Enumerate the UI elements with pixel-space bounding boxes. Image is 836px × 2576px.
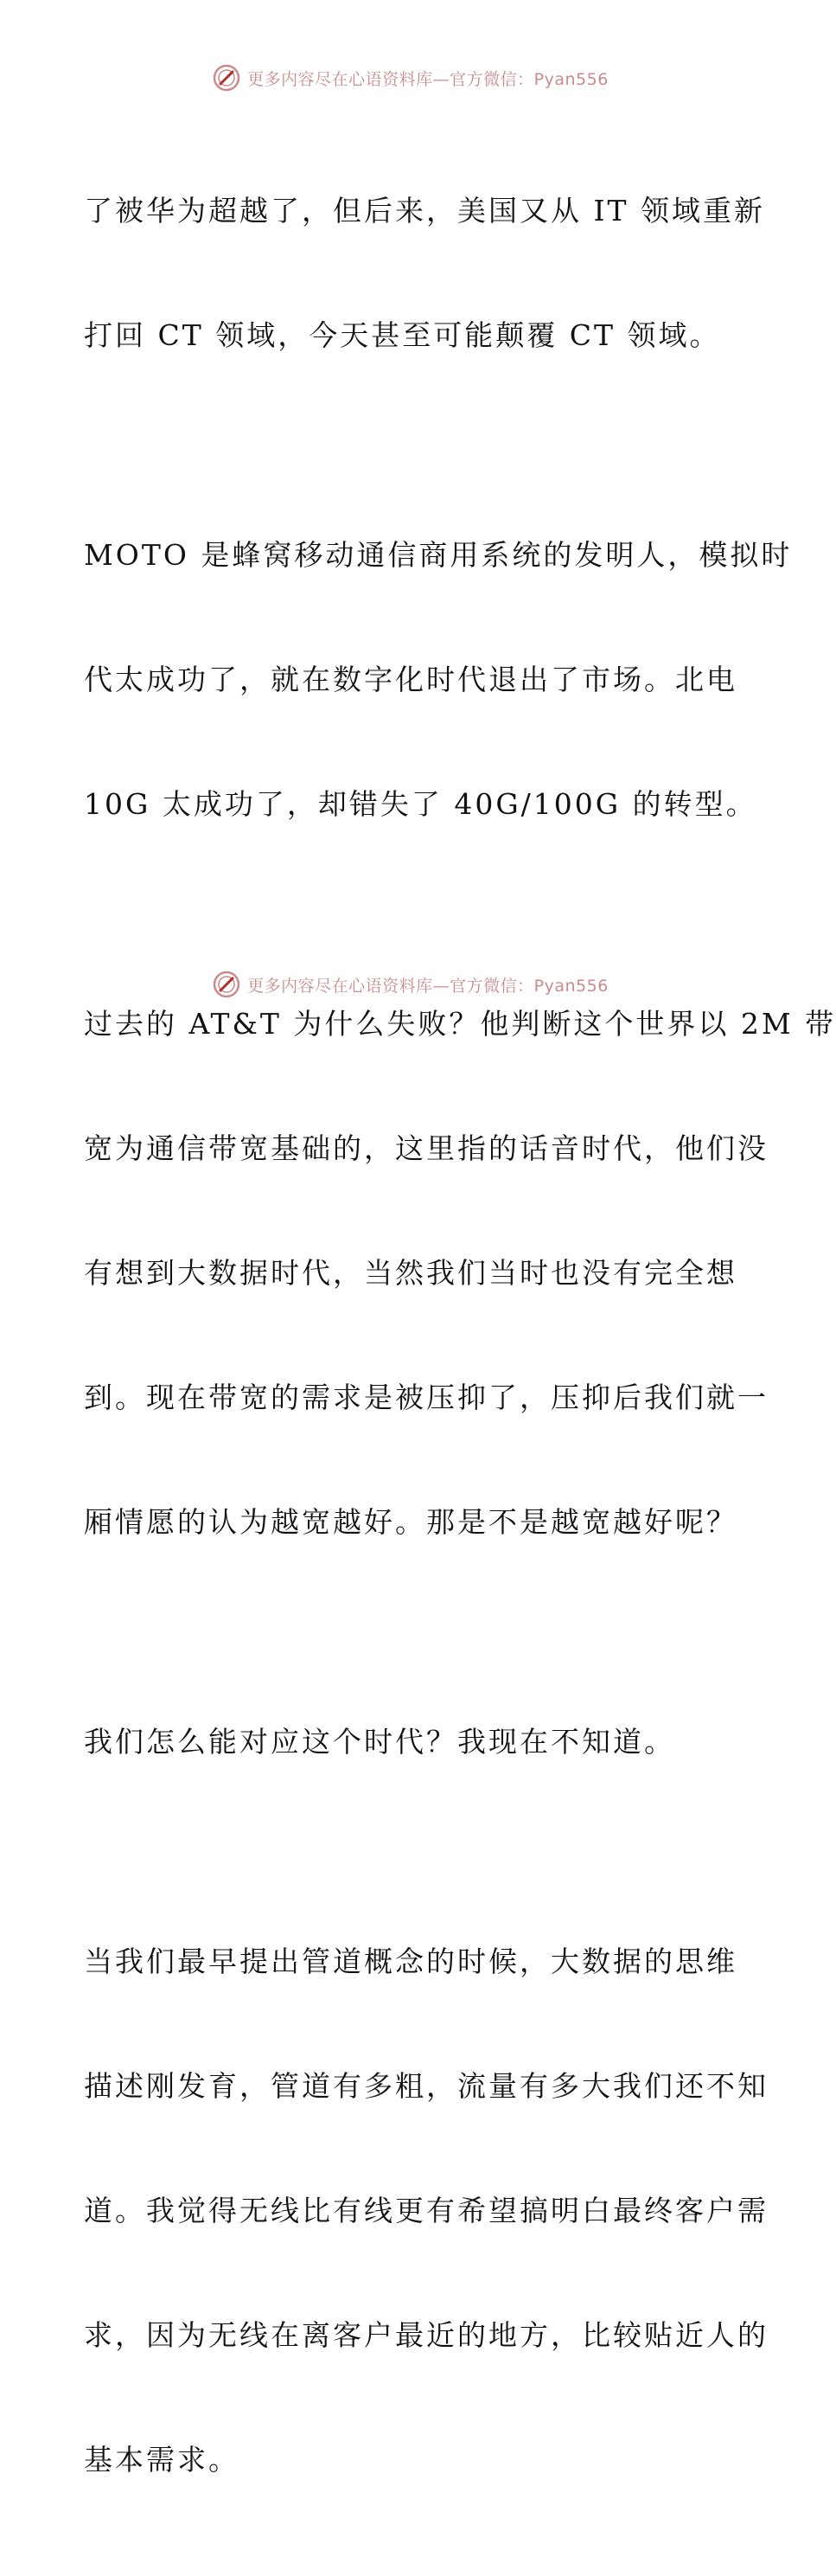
watermark-handle: Pyan556 — [533, 69, 609, 89]
text-line: 我们怎么能对应这个时代？我现在不知道。 — [84, 1725, 675, 1759]
header-watermark — [0, 61, 821, 95]
watermark-handle: Pyan556 — [533, 976, 609, 996]
paragraph-5 — [84, 1858, 769, 2564]
paragraph-3 — [84, 920, 836, 1626]
text-line: 道。我觉得无线比有线更有希望搞明白最终客户需 — [84, 2194, 769, 2227]
watermark-text — [247, 67, 609, 90]
text-line: 宽为通信带宽基础的，这里指的话音时代，他们没 — [84, 1131, 769, 1165]
logo-icon — [213, 971, 240, 998]
footer-watermark — [0, 967, 821, 1002]
text-line: 过去的 AT&T 为什么失败？他判断这个世界以 2M 带 — [84, 1007, 836, 1041]
text-line: 打回 CT 领域，今天甚至可能颠覆 CT 领域。 — [84, 318, 721, 352]
watermark-label: 更多内容尽在心语资料库—官方微信： — [247, 69, 534, 89]
text-line: 当我们最早提出管道概念的时候，大数据的思维 — [84, 1945, 737, 1978]
watermark-text — [247, 973, 609, 996]
text-line: 厢情愿的认为越宽越好。那是不是越宽越好呢？ — [84, 1505, 737, 1539]
paragraph-4 — [84, 1638, 750, 1846]
paragraph-1 — [84, 107, 766, 439]
logo-icon — [213, 64, 240, 92]
text-line: 了被华为超越了，但后来，美国又从 IT 领域重新 — [84, 194, 766, 227]
text-line: 10G 太成功了，却错失了 40G/100G 的转型。 — [84, 787, 757, 821]
document-body — [84, 107, 836, 2576]
text-line: 描述刚发育，管道有多粗，流量有多大我们还不知 — [84, 2069, 769, 2103]
text-line: 求，因为无线在离客户最近的地方，比较贴近人的 — [84, 2318, 769, 2352]
text-line: MOTO 是蜂窝移动通信商用系统的发明人，模拟时 — [84, 538, 793, 572]
paragraph-2 — [84, 452, 793, 908]
watermark-label: 更多内容尽在心语资料库—官方微信： — [247, 976, 534, 996]
text-line: 基本需求。 — [84, 2443, 239, 2477]
text-line: 到。现在带宽的需求是被压抑了，压抑后我们就一 — [84, 1381, 769, 1414]
text-line: 代太成功了，就在数字化时代退出了市场。北电 — [84, 663, 737, 696]
text-line: 有想到大数据时代，当然我们当时也没有完全想 — [84, 1256, 737, 1290]
